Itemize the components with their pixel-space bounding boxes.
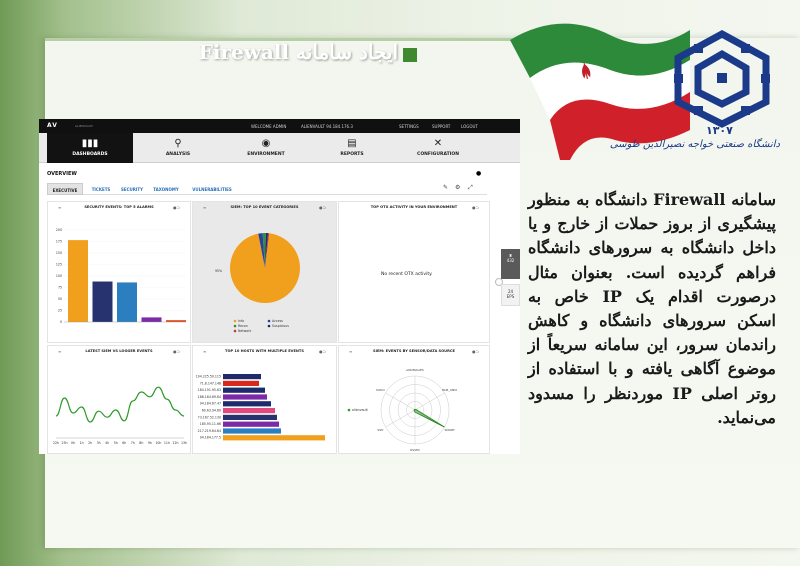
widget-title: TOP 10 HOSTS WITH MULTIPLE EVENTS xyxy=(225,349,304,353)
radar-axis-label: SUDO xyxy=(375,388,385,392)
bar xyxy=(93,282,113,322)
host-label: 194.225.50.115 xyxy=(195,374,221,379)
x-tick-label: 3h xyxy=(96,441,101,445)
tab-reports[interactable] xyxy=(309,133,395,163)
widget-menu-icon[interactable]: ≡ xyxy=(58,349,62,354)
tab-dashboards[interactable] xyxy=(47,133,133,163)
y-tick-label: 75 xyxy=(57,285,62,290)
widget-title: SIEM: TOP 10 EVENT CATEGORIES xyxy=(230,205,299,209)
top-hosts-bar-chart xyxy=(193,358,338,454)
support-link[interactable]: SUPPORT xyxy=(432,124,451,129)
y-tick-label: 25 xyxy=(57,308,62,313)
host-bar xyxy=(223,401,271,406)
legend-label: Network xyxy=(238,329,252,333)
alarm-bell-icon: ♜ xyxy=(508,253,513,258)
legend-label: Access xyxy=(272,319,283,323)
title-bullet xyxy=(403,48,417,62)
widget-toggle-icon[interactable]: ●⊃ xyxy=(472,205,479,210)
subtab-vulnerabilities[interactable]: VULNERABILITIES xyxy=(192,187,232,192)
widget-toggle-icon[interactable]: ●⊃ xyxy=(173,349,180,354)
host-bar xyxy=(223,435,325,440)
close-overview-icon[interactable]: ● xyxy=(476,170,482,177)
host-label: 185.95.11.66 xyxy=(199,422,221,427)
x-tick-label: 13h xyxy=(180,441,188,445)
bar xyxy=(117,282,137,322)
legend-swatch xyxy=(268,325,271,328)
logout-link[interactable]: LOGOUT xyxy=(461,124,478,129)
host-bar xyxy=(223,381,259,386)
logo-year: ۱۳۰۷ xyxy=(706,124,733,137)
university-logo xyxy=(672,28,772,128)
widget-otx-activity xyxy=(338,201,490,343)
otx-empty-message: No recent OTX activity. xyxy=(381,272,433,277)
widget-toggle-icon[interactable]: ●⊃ xyxy=(319,349,326,354)
host-bar xyxy=(223,422,279,427)
x-tick-label: 22h xyxy=(52,441,60,445)
host-label: 71.8.147.148 xyxy=(199,381,221,386)
widget-title: SIEM: EVENTS BY SENSOR/DATA SOURCE xyxy=(373,349,455,353)
widget-menu-icon[interactable]: ≡ xyxy=(58,205,62,210)
overview-heading: OVERVIEW xyxy=(47,171,77,177)
x-tick-label: 4h xyxy=(105,441,110,445)
radar-axis-label: SNORT xyxy=(444,428,455,432)
bar-chart-icon: ▮▮▮ xyxy=(81,138,99,149)
alarms-bar-chart xyxy=(48,214,192,344)
x-tick-label: 8h xyxy=(139,441,144,445)
legend-label: Info xyxy=(238,319,245,323)
host-bar xyxy=(223,394,267,399)
alarm-count-badge[interactable] xyxy=(501,249,520,279)
widget-siem-vs-logger xyxy=(47,345,191,454)
widget-toggle-icon[interactable]: ●⊃ xyxy=(472,349,479,354)
widget-event-categories xyxy=(192,201,337,343)
dashboard-screenshot xyxy=(39,119,520,454)
tab-analysis[interactable] xyxy=(135,133,221,163)
brand-subtitle: ALIENVAULT xyxy=(75,124,93,128)
legend-label: Recon xyxy=(238,324,248,328)
radar-axis-label: PAM_UNIX xyxy=(442,388,458,392)
subtab-taxonomy[interactable]: TAXONOMY xyxy=(153,187,179,192)
widget-title: LATEST SIEM VS LOGGER EVENTS xyxy=(85,349,153,353)
host-label: 60.63.94.60 xyxy=(201,408,221,413)
widget-toggle-icon[interactable]: ●⊃ xyxy=(173,205,180,210)
y-tick-label: 0 xyxy=(59,320,62,324)
host-bar xyxy=(223,374,261,379)
sensor-radar-chart xyxy=(339,358,491,454)
tab-label: REPORTS xyxy=(340,152,364,157)
welcome-text: WELCOME ADMIN xyxy=(251,124,287,129)
radar-axis-label: SSH xyxy=(377,428,384,432)
host-bar xyxy=(223,415,277,420)
host-label: 188.184.69.84 xyxy=(197,394,221,399)
y-tick-label: 100 xyxy=(55,274,62,278)
legend-label: alienvault xyxy=(352,408,368,412)
fullscreen-icon[interactable]: ⤢ xyxy=(468,184,473,191)
host-label: 94.184.67.47 xyxy=(199,401,221,406)
legend-swatch xyxy=(234,325,237,328)
logo-name: دانشگاه صنعتی خواجه نصیرالدین طوسی xyxy=(609,139,780,150)
app-topbar xyxy=(39,119,520,133)
tab-configuration[interactable] xyxy=(395,133,481,163)
legend-swatch xyxy=(348,409,351,412)
configuration-icon: ✕ xyxy=(433,138,443,149)
legend-swatch xyxy=(268,320,271,323)
subtab-tickets[interactable]: TICKETS xyxy=(91,187,111,192)
radar-spoke xyxy=(415,393,444,410)
series-line xyxy=(56,387,184,422)
widget-events-by-sensor xyxy=(338,345,490,454)
radar-axis-label: OSSEC xyxy=(409,448,421,452)
widget-menu-icon[interactable]: ≡ xyxy=(349,349,353,354)
reports-icon: ▤ xyxy=(347,138,357,149)
settings-link[interactable]: SETTINGS xyxy=(399,124,419,129)
tab-label: ANALYSIS xyxy=(165,152,191,157)
y-tick-label: 175 xyxy=(55,239,62,244)
host-label: 217.219.64.84 xyxy=(197,428,221,433)
widget-title: TOP OTX ACTIVITY IN YOUR ENVIRONMENT xyxy=(370,205,458,209)
x-tick-label: 9h xyxy=(147,441,152,445)
host-label: 73.167.52.130 xyxy=(197,415,221,420)
tab-environment[interactable] xyxy=(223,133,309,163)
pie-percent-label: 95% xyxy=(215,269,223,273)
slide-body-text: سامانه Firewall دانشگاه به منظور پیشگیری از بروز حملات از خارج و یا داخل دانشگاه به سرورهای دانشگاه فراهم گردیده است. بعنوان مثال درصورت اقدام یک IP خاص به اسکن سرورهای دانشگاه و کاهش راندمان سرور، این سامانه سریعاً از موضوع آگاهی یافته و با استفاده از روتر اصلی IP موردنظر را مسدود می‌نماید. xyxy=(528,190,776,427)
x-tick-label: 0h xyxy=(71,441,76,445)
edit-icon[interactable]: ✎ xyxy=(443,184,449,191)
slide-title: ایجاد سامانه Firewall xyxy=(198,40,398,64)
bar xyxy=(142,317,162,322)
x-tick-label: 6h xyxy=(122,441,127,445)
x-tick-label: 12h xyxy=(172,441,179,445)
subtab-bar xyxy=(47,183,487,195)
x-tick-label: 2h xyxy=(88,441,93,445)
widget-toggle-icon[interactable]: ●⊃ xyxy=(319,205,326,210)
legend-label: Suspicious xyxy=(272,324,289,328)
siem-logger-line-chart xyxy=(48,358,192,454)
x-tick-label: 23h xyxy=(61,441,68,445)
categories-pie-chart xyxy=(193,214,338,344)
analysis-icon: ⚲ xyxy=(174,138,182,149)
tab-label: CONFIGURATION xyxy=(417,152,459,157)
host-bar xyxy=(223,408,275,413)
subtab-executive[interactable]: EXECUTIVE xyxy=(47,183,83,195)
x-tick-label: 5h xyxy=(113,441,118,445)
subtab-security[interactable]: SECURITY xyxy=(121,187,143,192)
y-tick-label: 150 xyxy=(55,251,62,255)
bar xyxy=(68,240,88,322)
radar-series xyxy=(414,409,444,427)
widget-title: SECURITY EVENTS: TOP 5 ALARMS xyxy=(84,205,154,209)
x-tick-label: 1h xyxy=(79,441,84,445)
settings-gear-icon[interactable]: ⚙ xyxy=(455,184,461,191)
x-tick-label: 7h xyxy=(130,441,135,445)
host-bar xyxy=(223,428,281,433)
y-tick-label: 200 xyxy=(55,228,62,232)
tab-label: ENVIRONMENT xyxy=(247,152,285,157)
alarm-count: 432 xyxy=(506,258,515,263)
widget-top-alarms xyxy=(47,201,191,343)
widget-top-hosts xyxy=(192,345,337,454)
radar-spoke xyxy=(386,393,415,410)
environment-icon: ◉ xyxy=(261,138,271,149)
x-tick-label: 11h xyxy=(163,441,170,445)
iran-flag-graphic xyxy=(490,0,690,160)
y-tick-label: 125 xyxy=(55,262,62,267)
radar-spoke xyxy=(386,410,415,427)
main-nav xyxy=(39,133,520,163)
legend-swatch xyxy=(234,330,237,333)
eps-count: 24 xyxy=(507,289,514,294)
host-label: 94.184.177.5 xyxy=(199,435,221,440)
bar xyxy=(166,320,186,322)
host-bar xyxy=(223,388,265,393)
x-tick-label: 10h xyxy=(155,441,162,445)
widget-menu-icon[interactable]: ≡ xyxy=(203,205,207,210)
y-tick-label: 50 xyxy=(57,297,62,301)
widget-menu-icon[interactable]: ≡ xyxy=(203,349,207,354)
eps-label: EPS xyxy=(506,294,515,299)
legend-swatch xyxy=(234,320,237,323)
brand-logo: AV xyxy=(47,122,58,129)
ip-text: ALIENVAULT 94.184.176.3 xyxy=(301,124,353,129)
eps-badge[interactable] xyxy=(501,284,520,306)
host-label: 184.191.95.63 xyxy=(197,388,221,393)
radar-axis-label: ANOMALIES xyxy=(406,368,424,372)
tab-label: DASHBOARDS xyxy=(72,152,108,157)
